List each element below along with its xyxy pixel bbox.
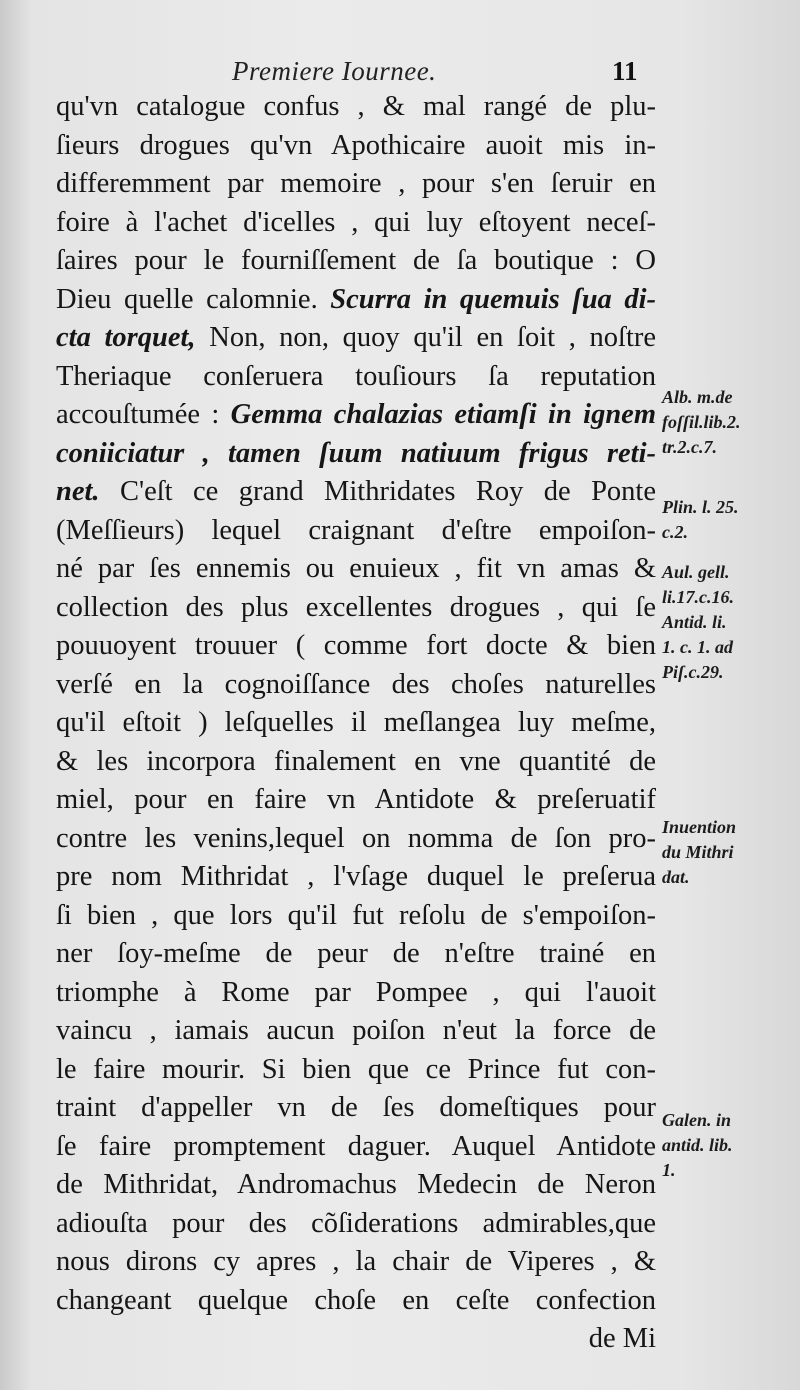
margin-note [662,495,796,545]
text-line [56,396,656,435]
text-line [56,1051,656,1090]
text-line [56,1320,656,1359]
text-line [56,1166,656,1205]
text-fragment: de Mithridat, Andromachus Medecin de Neron [56,1169,656,1200]
text-line [56,1205,656,1244]
latin-quotation: coniiciatur , tamen ſuum natiuum frigus reti- [56,437,656,469]
text-fragment: contre les venins,lequel on nomma de ſon pro- [56,822,656,854]
text-fragment: ſe faire promptement daguer. Auquel Antidote [56,1130,656,1162]
margin-note-line: Piſ.c.29. [662,662,724,682]
text-fragment: traint d'appeller vn de ſes domeſtiques pour [56,1092,656,1123]
text-line [56,1089,656,1128]
text-fragment: adiouſta pour des cõſiderations admirables,que [56,1207,656,1239]
text-fragment: changeant quelque choſe en ceſte confection [56,1284,656,1316]
margin-note-line: Alb. m.de [662,387,733,407]
text-fragment: miel, pour en faire vn Antidote & preſeruatif [56,784,656,815]
margin-note-line: 1. [662,1160,676,1180]
margin-note [662,385,796,460]
text-fragment: accouſtumée : [56,399,220,430]
margin-note [662,815,796,890]
text-line [56,204,656,243]
text-line [56,1243,656,1282]
latin-quotation: cta torquet, [56,322,196,353]
text-line [56,820,656,859]
text-line [56,589,656,628]
text-fragment: qu'vn catalogue confus , & mal rangé de plu- [56,91,656,122]
text-fragment: Non, non, quoy qu'il en ſoit , noſtre [209,322,657,353]
text-fragment: Dieu quelle calomnie. [56,283,318,315]
running-title: Premiere Iournee. [232,56,437,86]
margin-note-line: c.2. [662,522,688,542]
text-fragment: ner ſoy-meſme de peur de n'eſtre trainé en [56,938,656,969]
text-fragment: nous dirons cy apres , la chair de Viperes , & [56,1246,656,1277]
text-line [56,1128,656,1167]
text-line [56,127,656,166]
margin-note-line: foſſil.lib.2. [662,412,741,432]
text-line [56,858,656,897]
text-fragment: triomphe à Rome par Pompee , qui l'auoit [56,976,656,1008]
page-number: 11 [612,56,638,86]
text-line [56,319,656,358]
text-fragment: pre nom Mithridat , l'vſage duquel le preſerua [56,861,656,892]
text-fragment: collection des plus excellentes drogues , qui ſe [56,591,656,623]
margin-note-line: Inuention [662,817,737,837]
text-fragment: né par ſes ennemis ou enuieux , fit vn amas & [56,553,656,584]
text-fragment: & les incorpora finalement en vne quantité de [56,745,656,777]
margin-note-line: Plin. l. 25. [662,497,739,517]
text-fragment: (Meſſieurs) lequel craignant d'eſtre empoiſon- [56,514,656,546]
text-line [56,1012,656,1051]
margin-note [662,560,796,685]
text-fragment: le faire mourir. Si bien que ce Prince fut con- [56,1053,656,1085]
text-fragment: differemment par memoire , pour s'en ſeruir en [56,168,656,199]
text-fragment: foire à l'achet d'icelles , qui luy eſtoyent neceſ- [56,206,656,238]
text-line [56,281,656,320]
text-fragment: C'eſt ce grand Mithridates Roy de Ponte [119,476,657,507]
text-fragment: qu'il eſtoit ) leſquelles il meſlangea luy meſme, [56,707,656,738]
margin-notes [662,0,796,1390]
text-line [56,242,656,281]
text-line [56,704,656,743]
text-line [56,358,656,397]
text-line [56,935,656,974]
text-line [56,666,656,705]
text-fragment: Theriaque conſeruera touſiours ſa reputation [56,360,656,392]
text-line [56,512,656,551]
margin-note [662,1108,796,1183]
text-line [56,781,656,820]
latin-quotation: Gemma chalazias etiamſi in ignem [230,399,656,430]
margin-note-line: tr.2.c.7. [662,437,718,457]
margin-note-line: li.17.c.16. [662,587,734,607]
text-fragment: ſi bien , que lors qu'il fut reſolu de s'empoiſon- [56,899,656,931]
margin-note-line: antid. lib. [662,1135,733,1155]
text-line [56,974,656,1013]
margin-note-line: 1. c. 1. ad [662,637,733,657]
main-text-column [56,88,656,1359]
text-fragment: de Mi [588,1323,656,1354]
text-fragment: verſé en la cognoiſſance des choſes naturelles [56,668,656,700]
margin-note-line: Antid. li. [662,612,727,632]
text-fragment: pouuoyent trouuer ( comme fort docte & bien [56,630,656,661]
latin-quotation: net. [56,476,100,507]
margin-note-line: dat. [662,867,690,887]
margin-note-line: Galen. in [662,1110,732,1130]
text-fragment: ſaires pour le fourniſſement de ſa boutique : O [56,245,656,276]
text-line [56,435,656,474]
text-fragment: ſieurs drogues qu'vn Apothicaire auoit mis in- [56,129,656,161]
margin-note-line: Aul. gell. [662,562,730,582]
text-line [56,473,656,512]
margin-note-line: du Mithri [662,842,734,862]
latin-quotation: Scurra in quemuis ſua di- [330,283,656,315]
text-line [56,627,656,666]
text-line [56,743,656,782]
text-line [56,1282,656,1321]
text-line [56,165,656,204]
text-line [56,88,656,127]
text-line [56,897,656,936]
text-line [56,550,656,589]
text-fragment: vaincu , iamais aucun poiſon n'eut la force de [56,1015,656,1046]
